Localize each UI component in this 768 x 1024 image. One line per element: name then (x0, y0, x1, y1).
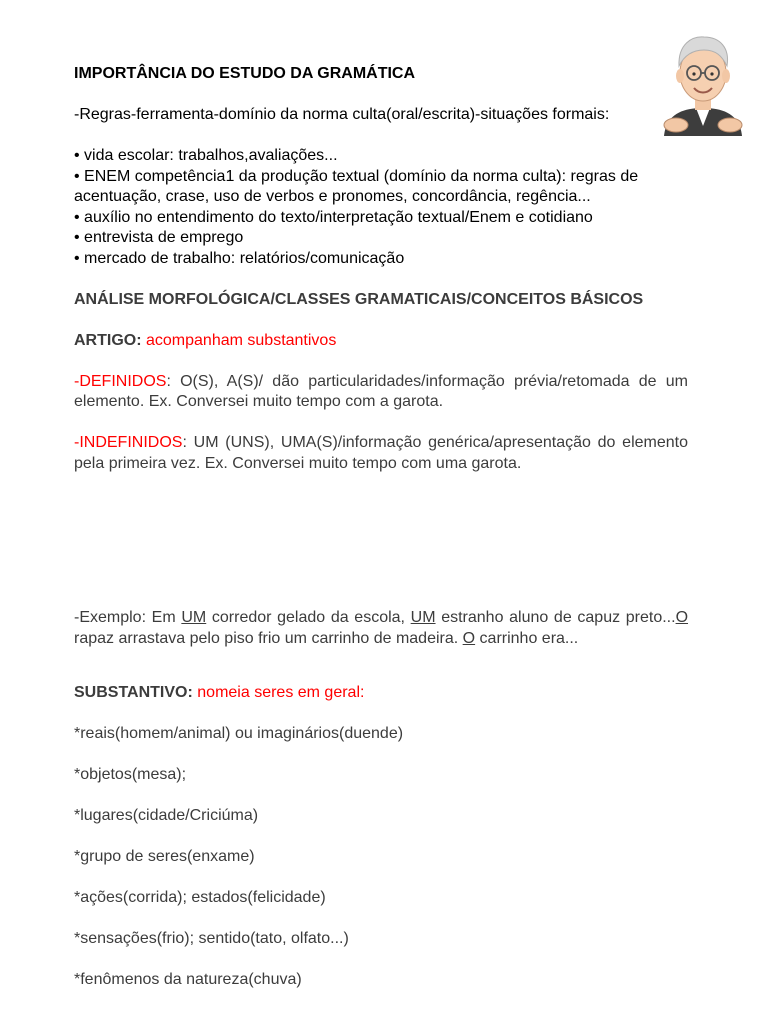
substantivo-text: nomeia seres em geral: (197, 684, 365, 701)
bullet-item: • vida escolar: trabalhos,avaliações... (74, 147, 338, 164)
exemplo-underlined: O (462, 629, 476, 647)
section-title-importancia: IMPORTÂNCIA DO ESTUDO DA GRAMÁTICA (74, 65, 416, 82)
definidos-dash: - (74, 372, 80, 390)
bullet-item: • mercado de trabalho: relatórios/comunicação (74, 249, 405, 267)
indefinidos-paragraph (74, 433, 688, 474)
substantivo-item: *reais(homem/animal) ou imaginários(duende) (74, 725, 404, 742)
substantivo-item: *lugares(cidade/Criciúma) (74, 807, 259, 824)
substantivo-colon: : (187, 684, 193, 701)
definidos-label: DEFINIDOS (79, 372, 167, 390)
substantivo-item: *objetos(mesa); (74, 766, 187, 783)
exemplo-paragraph (74, 608, 688, 649)
exemplo-text: estranho aluno de capuz preto... (435, 609, 676, 626)
definidos-text: : O(S), A(S)/ dão particularidades/informação prévia/retomada de um elemento. Ex. Conversei muito tempo com a garota. (74, 372, 688, 410)
substantivo-item: *ações(corrida); estados(felicidade) (74, 889, 326, 906)
bullet-item: • auxílio no entendimento do texto/interpretação textual/Enem e cotidiano (74, 208, 593, 226)
document-body (74, 64, 688, 991)
artigo-definition (74, 331, 688, 352)
exemplo-underlined: O (675, 609, 689, 626)
exemplo-text: rapaz arrastava pelo piso frio um carrinho de madeira. (74, 629, 463, 647)
section-title-analise: ANÁLISE MORFOLÓGICA/CLASSES GRAMATICAIS/CONCEITOS BÁSICOS (74, 290, 644, 308)
substantivo-definition (74, 683, 688, 704)
substantivo-label: SUBSTANTIVO (74, 684, 188, 701)
substantivo-item: *fenômenos da natureza(chuva) (74, 971, 302, 988)
indefinidos-dash: - (74, 434, 80, 451)
exemplo-text: corredor gelado da escola, (206, 609, 411, 626)
bullet-item: • entrevista de emprego (74, 229, 244, 246)
exemplo-text: -Exemplo: Em (74, 609, 182, 626)
artigo-text: acompanham substantivos (146, 331, 337, 349)
indefinidos-text: : UM (UNS), UMA(S)/informação genérica/apresentação do elemento pela primeira vez. Ex. Conversei muito tempo com uma garota. (74, 434, 688, 472)
exemplo-underlined: UM (181, 609, 207, 626)
indefinidos-label: INDEFINIDOS (79, 434, 183, 451)
artigo-colon: : (136, 331, 142, 349)
artigo-label: ARTIGO (74, 331, 137, 349)
substantivo-item: *sensações(frio); sentido(tato, olfato...) (74, 930, 349, 947)
exemplo-text: carrinho era... (475, 629, 579, 647)
exemplo-underlined: UM (410, 609, 436, 626)
bullet-item: • ENEM competência1 da produção textual (domínio da norma culta): regras de acentuação, crase, uso de verbos e pronomes, concordância, regência... (74, 167, 639, 205)
substantivo-item: *grupo de seres(enxame) (74, 848, 255, 865)
intro-line: -Regras-ferramenta-domínio da norma culta(oral/escrita)-situações formais: (74, 106, 610, 123)
definidos-paragraph (74, 372, 688, 413)
